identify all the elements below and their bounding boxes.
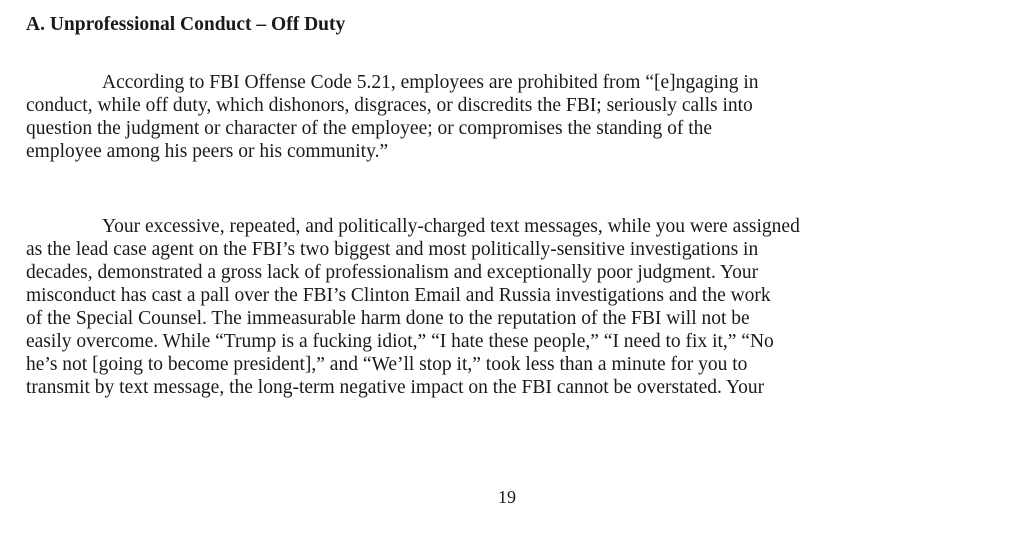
section-heading: A. Unprofessional Conduct – Off Duty	[26, 14, 346, 35]
paragraph-line: of the Special Counsel. The immeasurable harm done to the reputation of the FBI will not be	[26, 308, 750, 329]
paragraph-text-messages	[26, 215, 800, 399]
paragraph-line: as the lead case agent on the FBI’s two biggest and most politically-sensitive investigations in	[26, 239, 759, 260]
page-number: 19	[498, 487, 516, 507]
paragraph-line: employee among his peers or his community.”	[26, 141, 389, 162]
paragraph-line: Your excessive, repeated, and politically-charged text messages, while you were assigned	[102, 216, 800, 237]
paragraph-line: easily overcome. While “Trump is a fucking idiot,” “I hate these people,” “I need to fix it,” “No	[26, 331, 774, 352]
paragraph-line: he’s not [going to become president],” and “We’ll stop it,” took less than a minute for you to	[26, 354, 748, 375]
paragraph-line: misconduct has cast a pall over the FBI’s Clinton Email and Russia investigations and the work	[26, 285, 771, 306]
paragraph-line: According to FBI Offense Code 5.21, employees are prohibited from “[e]ngaging in	[102, 72, 759, 93]
paragraph-line: question the judgment or character of the employee; or compromises the standing of the	[26, 118, 713, 139]
paragraph-line: transmit by text message, the long-term negative impact on the FBI cannot be overstated. Your	[26, 377, 765, 398]
paragraph-line: conduct, while off duty, which dishonors, disgraces, or discredits the FBI; seriously calls into	[26, 95, 753, 116]
paragraph-offense-code	[26, 71, 759, 163]
paragraph-line: decades, demonstrated a gross lack of professionalism and exceptionally poor judgment. Your	[26, 262, 759, 283]
